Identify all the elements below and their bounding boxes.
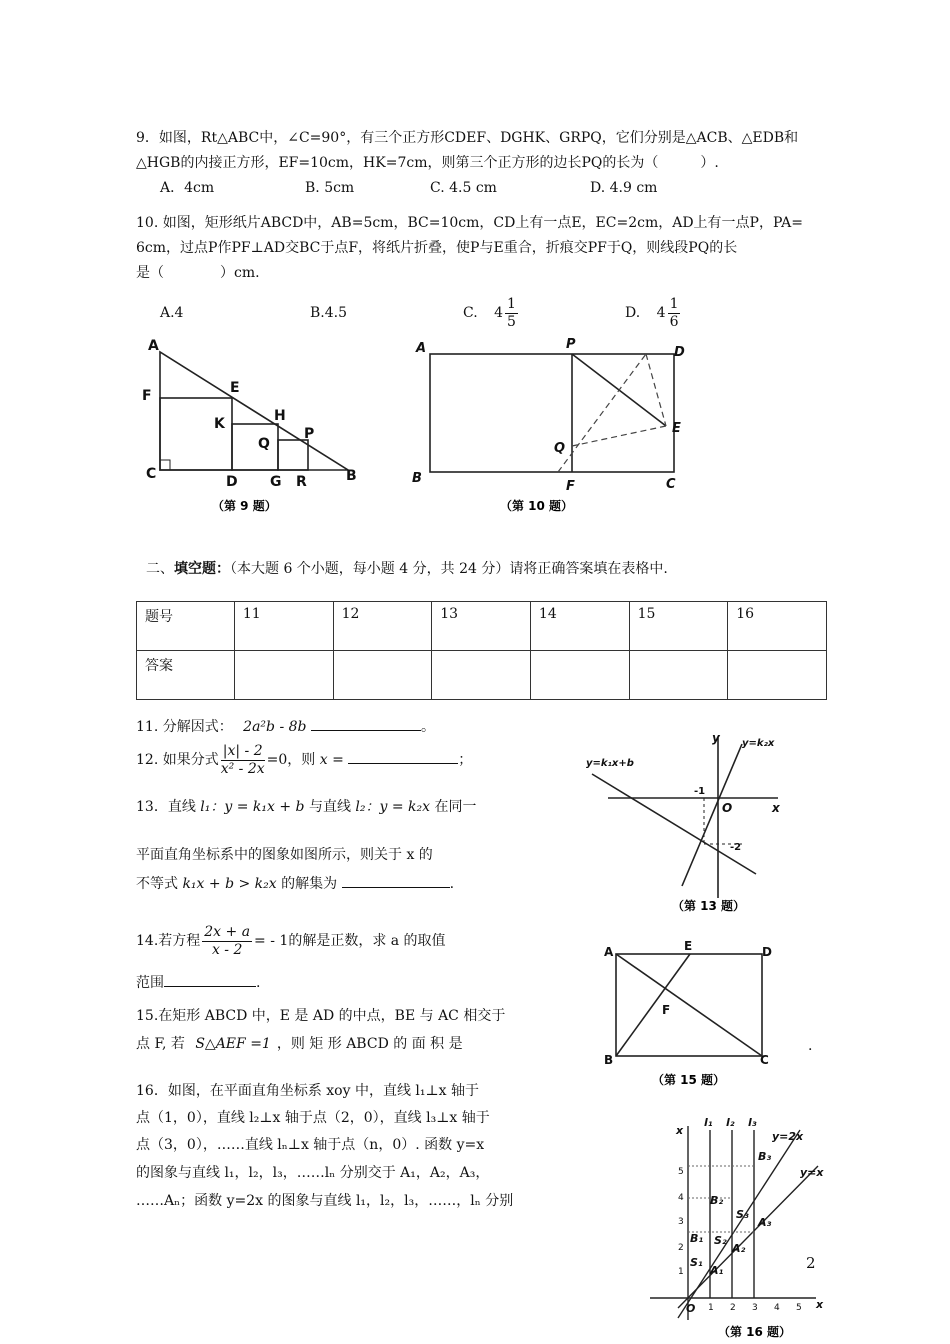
figure-9	[140, 332, 370, 517]
fig13-label-l2: y=k₂x	[742, 738, 775, 749]
q12-mid: =0，则	[266, 752, 316, 768]
section2-title: 填空题：	[174, 561, 230, 577]
q14-text: 14.若方程	[136, 933, 201, 949]
q12-text: 12. 如果分式	[136, 752, 219, 768]
q11-text: 11. 分解因式：	[136, 719, 233, 735]
q10-option-c-den: 5	[507, 313, 516, 330]
figure-13	[580, 730, 790, 918]
fig16-ytick-5: 5	[678, 1167, 684, 1177]
q13-with: 与直线	[308, 799, 351, 815]
fig13-label-minus2: -2	[730, 842, 742, 853]
answer-cell-11[interactable]	[234, 651, 333, 700]
fig16-label-l2: l₂	[726, 1116, 735, 1129]
q14-line1	[136, 923, 446, 959]
fig13-caption: （第 13 题）	[672, 899, 746, 913]
fig13-label-y: y	[712, 731, 720, 745]
q15-line1: 15.在矩形 ABCD 中，E 是 AD 的中点，BE 与 AC 相交于	[136, 1008, 506, 1024]
fig16-label-b3: B₃	[758, 1150, 772, 1163]
answer-table-header-row	[137, 602, 827, 651]
answer-cell-14[interactable]	[530, 651, 629, 700]
fig16-label-a2: A₂	[732, 1242, 746, 1255]
fig16-xtick-1: 1	[708, 1303, 714, 1313]
q15-tail: .	[808, 1038, 813, 1054]
fig16-label-y2x: y=2x	[772, 1130, 804, 1143]
q12-tail: ；	[458, 752, 473, 768]
q10-option-d-den: 6	[669, 313, 679, 330]
fig9-label-a: A	[148, 338, 159, 354]
fig9-label-h: H	[274, 408, 286, 424]
answer-table-num-16: 16	[728, 602, 827, 651]
answer-table-num-15: 15	[629, 602, 728, 651]
q16-line2: 点（1，0），直线 l₂⊥x 轴于点（2，0），直线 l₃⊥x 轴于	[136, 1110, 490, 1126]
q9-option-a: A．4cm	[160, 180, 215, 196]
fig16-label-a3: A₃	[758, 1216, 772, 1229]
answer-table	[136, 601, 827, 700]
q10-option-d-num: 1	[669, 295, 679, 312]
fig16-label-b1: B₁	[690, 1232, 704, 1245]
figure-15	[598, 940, 788, 1090]
answer-cell-15[interactable]	[629, 651, 728, 700]
fig16-ytick-3: 3	[678, 1217, 684, 1227]
q14-line2-text: 范围	[136, 975, 164, 991]
q9-option-d: D. 4.9 cm	[590, 180, 658, 196]
q10-line2: 6cm，过点P作PF⊥AD交BC于点F，将纸片折叠，使P与E重合，折痕交PF于Q，则线段PQ的长	[136, 240, 738, 256]
answer-cell-12[interactable]	[333, 651, 432, 700]
q9-line2: △HGB的内接正方形，EF=10cm，HK=7cm，则第三个正方形的边长PQ的长为（ ）.	[136, 155, 719, 171]
fig10-label-f: F	[566, 479, 575, 494]
q12-den: x² - 2x	[220, 760, 265, 777]
fig9-label-g: G	[270, 474, 282, 490]
fig9-label-d: D	[226, 474, 238, 490]
q13-line1	[136, 797, 476, 817]
q12-num: |x| - 2	[221, 743, 265, 761]
q15-area: S△AEF =1	[195, 1036, 271, 1052]
fig16-label-s2: S₂	[714, 1234, 727, 1247]
q10-option-c	[463, 294, 520, 332]
q9-line1: 9．如图，Rt△ABC中，∠C=90°，有三个正方形CDEF、DGHK、GRPQ，它们分别是△ACB、△EDB和	[136, 130, 799, 146]
q10-option-d-whole: 4	[656, 305, 666, 321]
fig13-label-l1: y=k₁x+b	[586, 758, 634, 769]
q11-expr: 2a²b - 8b	[243, 719, 307, 735]
fig16-label-l1: l₁	[704, 1116, 713, 1129]
q13-tail: .	[449, 876, 455, 892]
figure-16	[640, 1112, 840, 1342]
q16-line5: ……Aₙ；函数 y=2x 的图象与直线 l₁，l₂，l₃，……，lₙ 分别	[136, 1193, 514, 1209]
q13-line1-suffix: 在同一	[434, 799, 477, 815]
q10-option-b: B.4.5	[310, 305, 348, 321]
q10-line1: 10. 如图，矩形纸片ABCD中，AB=5cm，BC=10cm，CD上有一点E，EC=2cm，AD上有一点P，PA=	[136, 215, 803, 231]
fig16-xtick-2: 2	[730, 1303, 736, 1313]
q10-option-c-label: C.	[463, 305, 478, 321]
fig10-label-p: P	[566, 337, 576, 352]
q12-var: x =	[319, 752, 344, 768]
fig9-label-c: C	[146, 466, 157, 482]
answer-table-answer-row	[137, 651, 827, 700]
q10-option-c-whole: 4	[494, 305, 504, 321]
answer-table-header-label: 题号	[137, 602, 235, 651]
q13-line3	[136, 873, 454, 894]
q11-tail: 。	[420, 719, 435, 735]
q16-line1: 16．如图，在平面直角坐标系 xoy 中，直线 l₁⊥x 轴于	[136, 1083, 479, 1099]
fig16-ytick-2: 2	[678, 1243, 684, 1253]
q14-blank[interactable]	[164, 972, 256, 987]
section2-num: 二、	[146, 561, 174, 577]
q16-line4: 的图象与直线 l₁，l₂，l₃，……lₙ 分别交于 A₁，A₂，A₃，	[136, 1165, 490, 1181]
q10-option-d	[625, 294, 682, 332]
answer-cell-13[interactable]	[432, 651, 531, 700]
fig16-ytick-1: 1	[678, 1267, 684, 1277]
q9-option-c: C. 4.5 cm	[430, 180, 497, 196]
q11-blank[interactable]	[311, 716, 421, 731]
fig10-label-q: Q	[554, 441, 566, 456]
q14-line2	[136, 972, 260, 993]
q14-tail: .	[256, 975, 261, 991]
fig16-xtick-5: 5	[796, 1303, 802, 1313]
fig13-label-origin: O	[722, 801, 733, 815]
q11	[136, 716, 435, 737]
answer-cell-16[interactable]	[728, 651, 827, 700]
q14-den: x - 2	[211, 941, 243, 958]
answer-table-num-14: 14	[530, 602, 629, 651]
fig10-label-e: E	[672, 421, 681, 436]
fig16-xtick-4: 4	[774, 1303, 780, 1313]
q10-line3: 是（ ）cm.	[136, 265, 260, 281]
q13-inequality: k₁x + b > k₂x	[182, 876, 277, 892]
fig9-label-r: R	[296, 474, 307, 490]
fig16-label-s1: S₁	[690, 1256, 703, 1269]
fig10-caption: （第 10 题）	[500, 499, 574, 513]
fig15-label-b: B	[604, 1053, 614, 1067]
fig16-label-origin: O	[686, 1302, 696, 1315]
q13-line3-mid: 的解集为	[281, 876, 338, 892]
fig9-label-q: Q	[258, 436, 270, 452]
q15-line2	[136, 1034, 463, 1054]
section2-heading	[146, 559, 668, 579]
fig16-label-x-axis: x	[816, 1298, 824, 1311]
fig9-label-e: E	[230, 380, 240, 396]
fig10-label-c: C	[666, 477, 676, 492]
q13-line1-prefix: 13．直线	[136, 799, 196, 815]
q14-num: 2x + a	[204, 923, 251, 940]
fig16-label-y-axis: x	[676, 1124, 684, 1137]
q10-option-c-num: 1	[507, 295, 516, 312]
fig9-label-p: P	[304, 426, 315, 442]
fig9-caption: （第 9 题）	[212, 499, 277, 513]
fig16-xtick-3: 3	[752, 1303, 758, 1313]
answer-table-answer-label: 答案	[137, 651, 235, 700]
q10-option-d-label: D.	[625, 305, 641, 321]
fig16-caption: （第 16 题）	[718, 1325, 792, 1339]
fig15-label-d: D	[762, 945, 772, 959]
q12	[136, 742, 472, 778]
section2-desc: （本大题 6 个小题，每小题 4 分，共 24 分）请将正确答案填在表格中.	[230, 561, 668, 577]
fig15-label-f: F	[662, 1003, 671, 1017]
q10-option-a: A.4	[160, 305, 184, 321]
q13-l2: l₂：y = k₂x	[355, 799, 431, 815]
figure-10	[408, 336, 698, 516]
fig10-label-b: B	[412, 471, 422, 486]
fig15-label-c: C	[760, 1053, 769, 1067]
fig9-label-k: K	[214, 416, 225, 432]
answer-table-num-11: 11	[234, 602, 333, 651]
fig15-label-a: A	[604, 945, 614, 959]
q13-l1: l₁：y = k₁x + b	[200, 799, 305, 815]
fig13-label-x: x	[772, 801, 780, 815]
fig16-label-s3: S₃	[736, 1208, 749, 1221]
q13-line3-prefix: 不等式	[136, 876, 178, 892]
fig16-label-b2: B₂	[710, 1194, 724, 1207]
fig16-ytick-4: 4	[678, 1193, 684, 1203]
fig16-label-a1: A₁	[710, 1264, 724, 1277]
answer-table-num-13: 13	[432, 602, 531, 651]
fig10-label-d: D	[674, 345, 685, 360]
fig13-label-minus1: -1	[694, 786, 706, 797]
q13-blank[interactable]	[342, 873, 450, 888]
q15-line2-prefix: 点 F, 若	[136, 1036, 185, 1052]
fig16-label-l3: l₃	[748, 1116, 757, 1129]
fig9-label-b: B	[346, 468, 357, 484]
q14-mid: = - 1的解是正数，求 a 的取值	[254, 933, 446, 949]
fig15-caption: （第 15 题）	[652, 1073, 726, 1087]
page-number: 2	[806, 1254, 816, 1272]
q15-line2-suffix: ，则 矩 形 ABCD 的 面 积 是	[276, 1036, 463, 1052]
q12-blank[interactable]	[348, 749, 458, 764]
fig15-label-e: E	[684, 939, 693, 953]
q13-line2: 平面直角坐标系中的图象如图所示，则关于 x 的	[136, 847, 433, 863]
fig9-label-f: F	[142, 388, 152, 404]
q9-option-b: B. 5cm	[305, 180, 355, 196]
answer-table-num-12: 12	[333, 602, 432, 651]
q16-line3: 点（3，0），……直线 lₙ⊥x 轴于点（n，0）. 函数 y=x	[136, 1137, 485, 1153]
fig16-label-yx: y=x	[800, 1166, 824, 1179]
fig10-label-a: A	[416, 341, 427, 356]
